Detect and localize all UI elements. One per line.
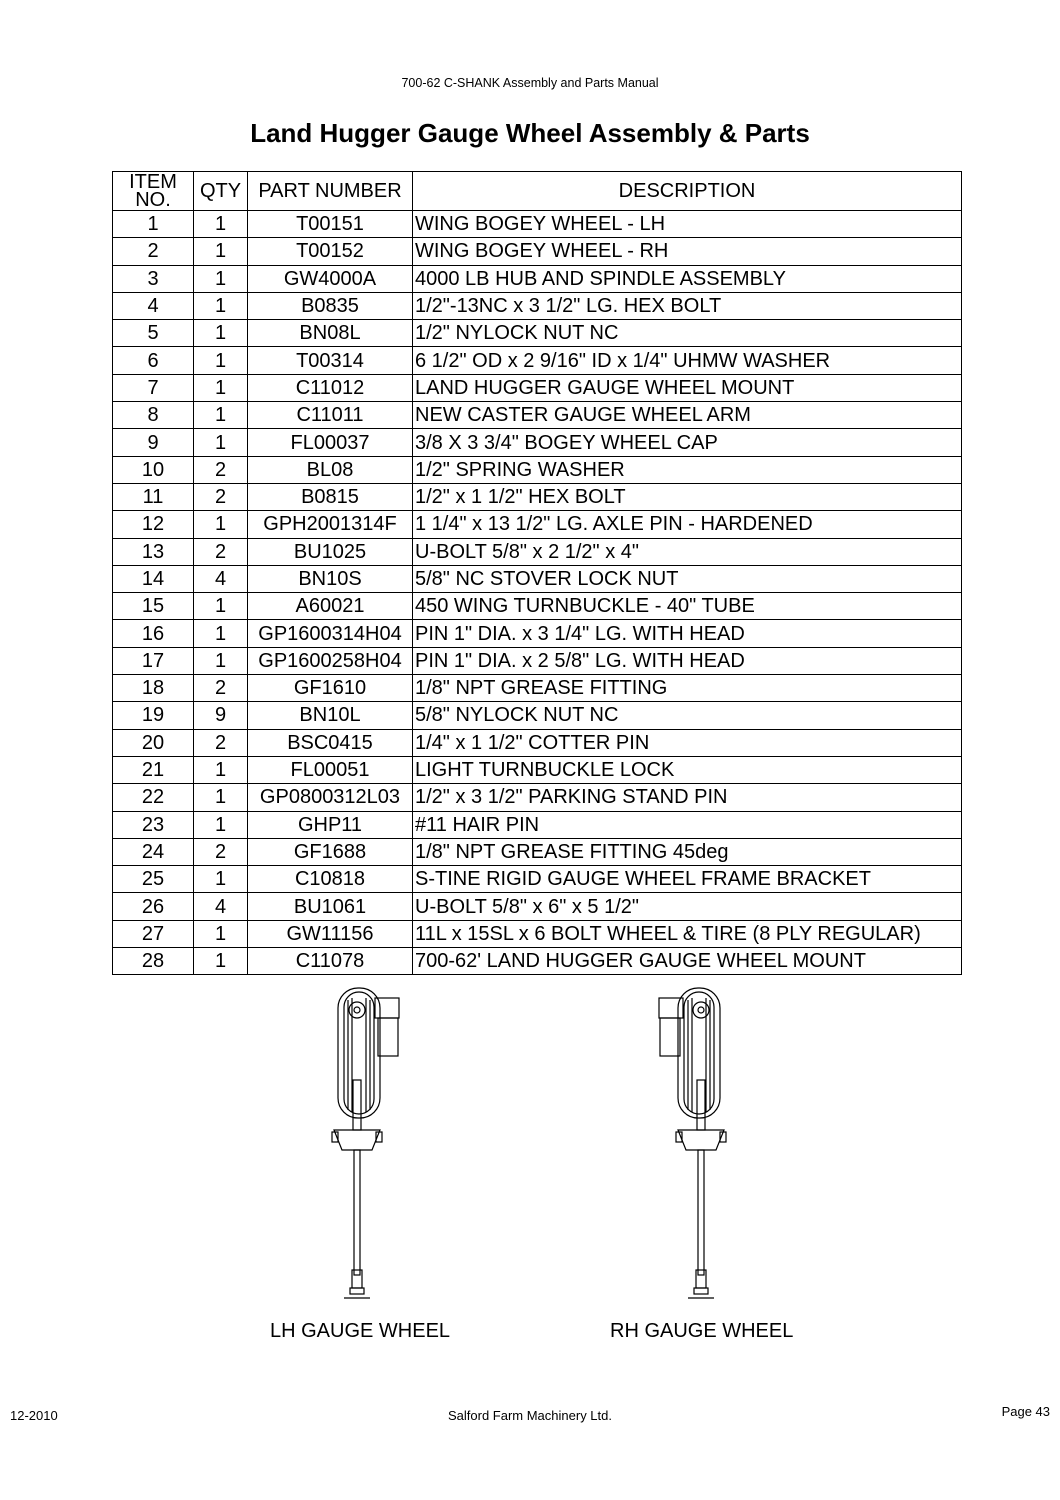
cell-description: U-BOLT 5/8" x 2 1/2" x 4" xyxy=(413,538,962,565)
cell-qty: 1 xyxy=(194,292,248,319)
cell-qty: 1 xyxy=(194,402,248,429)
rh-caption: RH GAUGE WHEEL xyxy=(610,1320,794,1342)
cell-item: 26 xyxy=(113,893,194,920)
cell-part-number: GP1600314H04 xyxy=(248,620,413,647)
cell-qty: 1 xyxy=(194,347,248,374)
cell-description: LAND HUGGER GAUGE WHEEL MOUNT xyxy=(413,374,962,401)
cell-item: 2 xyxy=(113,238,194,265)
cell-item: 24 xyxy=(113,838,194,865)
table-row xyxy=(113,238,962,265)
cell-part-number: FL00051 xyxy=(248,756,413,783)
cell-description: 1/8" NPT GREASE FITTING xyxy=(413,675,962,702)
table-row xyxy=(113,647,962,674)
cell-qty: 1 xyxy=(194,620,248,647)
table-row xyxy=(113,320,962,347)
table-header-row xyxy=(113,172,962,211)
cell-qty: 4 xyxy=(194,893,248,920)
table-row xyxy=(113,511,962,538)
table-row xyxy=(113,402,962,429)
cell-item: 5 xyxy=(113,320,194,347)
cell-part-number: C11078 xyxy=(248,948,413,975)
cell-part-number: BU1061 xyxy=(248,893,413,920)
cell-part-number: T00151 xyxy=(248,211,413,238)
table-row xyxy=(113,429,962,456)
cell-description: 5/8" NC STOVER LOCK NUT xyxy=(413,565,962,592)
cell-part-number: BN10L xyxy=(248,702,413,729)
cell-qty: 1 xyxy=(194,647,248,674)
lh-caption: LH GAUGE WHEEL xyxy=(270,1320,451,1342)
cell-item: 12 xyxy=(113,511,194,538)
cell-qty: 9 xyxy=(194,702,248,729)
cell-item: 20 xyxy=(113,729,194,756)
table-row xyxy=(113,811,962,838)
cell-description: U-BOLT 5/8" x 6" x 5 1/2" xyxy=(413,893,962,920)
cell-description: 6 1/2" OD x 2 9/16" ID x 1/4" UHMW WASHER xyxy=(413,347,962,374)
cell-description: 1/2" NYLOCK NUT NC xyxy=(413,320,962,347)
cell-description: WING BOGEY WHEEL - LH xyxy=(413,211,962,238)
cell-description: 450 WING TURNBUCKLE - 40" TUBE xyxy=(413,593,962,620)
cell-item: 25 xyxy=(113,866,194,893)
cell-part-number: GW4000A xyxy=(248,265,413,292)
cell-qty: 1 xyxy=(194,593,248,620)
cell-item: 4 xyxy=(113,292,194,319)
cell-part-number: A60021 xyxy=(248,593,413,620)
table-row xyxy=(113,866,962,893)
table-row xyxy=(113,211,962,238)
cell-item: 14 xyxy=(113,565,194,592)
cell-qty: 1 xyxy=(194,920,248,947)
cell-description: S-TINE RIGID GAUGE WHEEL FRAME BRACKET xyxy=(413,866,962,893)
cell-description: 1/4" x 1 1/2" COTTER PIN xyxy=(413,729,962,756)
cell-qty: 1 xyxy=(194,866,248,893)
cell-part-number: C10818 xyxy=(248,866,413,893)
cell-item: 3 xyxy=(113,265,194,292)
cell-item: 21 xyxy=(113,756,194,783)
table-row xyxy=(113,702,962,729)
cell-qty: 2 xyxy=(194,838,248,865)
cell-part-number: GW11156 xyxy=(248,920,413,947)
column-header-part-number: PART NUMBER xyxy=(248,172,413,211)
table-row xyxy=(113,456,962,483)
cell-description: 1/2" SPRING WASHER xyxy=(413,456,962,483)
cell-qty: 1 xyxy=(194,265,248,292)
table-row xyxy=(113,374,962,401)
cell-qty: 1 xyxy=(194,784,248,811)
cell-item: 15 xyxy=(113,593,194,620)
cell-part-number: GF1610 xyxy=(248,675,413,702)
cell-item: 8 xyxy=(113,402,194,429)
cell-description: 1/2"-13NC x 3 1/2" LG. HEX BOLT xyxy=(413,292,962,319)
cell-description: WING BOGEY WHEEL - RH xyxy=(413,238,962,265)
cell-qty: 1 xyxy=(194,948,248,975)
cell-part-number: T00152 xyxy=(248,238,413,265)
cell-part-number: C11011 xyxy=(248,402,413,429)
cell-item: 1 xyxy=(113,211,194,238)
cell-item: 17 xyxy=(113,647,194,674)
cell-item: 9 xyxy=(113,429,194,456)
manual-header: 700-62 C-SHANK Assembly and Parts Manual xyxy=(401,76,659,90)
cell-description: 4000 LB HUB AND SPINDLE ASSEMBLY xyxy=(413,265,962,292)
column-header-qty: QTY xyxy=(194,172,248,211)
cell-description: #11 HAIR PIN xyxy=(413,811,962,838)
table-row xyxy=(113,729,962,756)
cell-part-number: BU1025 xyxy=(248,538,413,565)
cell-item: 19 xyxy=(113,702,194,729)
table-row xyxy=(113,483,962,510)
cell-qty: 1 xyxy=(194,238,248,265)
cell-description: PIN 1" DIA. x 3 1/4" LG. WITH HEAD xyxy=(413,620,962,647)
cell-part-number: GP0800312L03 xyxy=(248,784,413,811)
cell-part-number: B0815 xyxy=(248,483,413,510)
cell-item: 7 xyxy=(113,374,194,401)
lh-gauge-wheel-drawing xyxy=(320,980,410,1310)
cell-description: 1 1/4" x 13 1/2" LG. AXLE PIN - HARDENED xyxy=(413,511,962,538)
cell-item: 11 xyxy=(113,483,194,510)
cell-item: 22 xyxy=(113,784,194,811)
table-row xyxy=(113,756,962,783)
table-row xyxy=(113,347,962,374)
table-row xyxy=(113,784,962,811)
cell-description: 5/8" NYLOCK NUT NC xyxy=(413,702,962,729)
cell-part-number: GF1688 xyxy=(248,838,413,865)
cell-description: 11L x 15SL x 6 BOLT WHEEL & TIRE (8 PLY REGULAR) xyxy=(413,920,962,947)
cell-qty: 1 xyxy=(194,429,248,456)
table-row xyxy=(113,838,962,865)
cell-qty: 1 xyxy=(194,811,248,838)
cell-qty: 2 xyxy=(194,538,248,565)
parts-table-body xyxy=(113,211,962,975)
cell-description: 1/2" x 3 1/2" PARKING STAND PIN xyxy=(413,784,962,811)
cell-qty: 1 xyxy=(194,756,248,783)
table-row xyxy=(113,620,962,647)
cell-item: 13 xyxy=(113,538,194,565)
parts-table xyxy=(112,171,962,975)
table-row xyxy=(113,538,962,565)
cell-part-number: BL08 xyxy=(248,456,413,483)
cell-description: 3/8 X 3 3/4" BOGEY WHEEL CAP xyxy=(413,429,962,456)
cell-description: LIGHT TURNBUCKLE LOCK xyxy=(413,756,962,783)
footer-date: 12-2010 xyxy=(10,1408,58,1423)
cell-description: 1/2" x 1 1/2" HEX BOLT xyxy=(413,483,962,510)
cell-part-number: GP1600258H04 xyxy=(248,647,413,674)
cell-description: 1/8" NPT GREASE FITTING 45deg xyxy=(413,838,962,865)
cell-part-number: T00314 xyxy=(248,347,413,374)
cell-qty: 2 xyxy=(194,456,248,483)
table-row xyxy=(113,893,962,920)
cell-qty: 1 xyxy=(194,511,248,538)
cell-item: 27 xyxy=(113,920,194,947)
cell-qty: 2 xyxy=(194,483,248,510)
footer-page-number: Page 43 xyxy=(1001,1404,1050,1419)
cell-qty: 4 xyxy=(194,565,248,592)
cell-qty: 2 xyxy=(194,729,248,756)
cell-part-number: C11012 xyxy=(248,374,413,401)
table-row xyxy=(113,593,962,620)
cell-item: 28 xyxy=(113,948,194,975)
table-row xyxy=(113,265,962,292)
cell-qty: 1 xyxy=(194,374,248,401)
cell-item: 18 xyxy=(113,675,194,702)
cell-part-number: FL00037 xyxy=(248,429,413,456)
page-title: Land Hugger Gauge Wheel Assembly & Parts xyxy=(250,118,810,148)
cell-description: PIN 1" DIA. x 2 5/8" LG. WITH HEAD xyxy=(413,647,962,674)
table-row xyxy=(113,292,962,319)
cell-part-number: B0835 xyxy=(248,292,413,319)
table-row xyxy=(113,948,962,975)
cell-item: 6 xyxy=(113,347,194,374)
cell-part-number: GPH2001314F xyxy=(248,511,413,538)
cell-part-number: BN10S xyxy=(248,565,413,592)
cell-item: 16 xyxy=(113,620,194,647)
cell-item: 23 xyxy=(113,811,194,838)
cell-part-number: BSC0415 xyxy=(248,729,413,756)
cell-item: 10 xyxy=(113,456,194,483)
table-row xyxy=(113,675,962,702)
cell-qty: 2 xyxy=(194,675,248,702)
table-row xyxy=(113,565,962,592)
cell-part-number: GHP11 xyxy=(248,811,413,838)
column-header-item: ITEM NO. xyxy=(113,172,194,211)
table-row xyxy=(113,920,962,947)
rh-gauge-wheel-drawing xyxy=(648,980,738,1310)
cell-description: 700-62' LAND HUGGER GAUGE WHEEL MOUNT xyxy=(413,948,962,975)
cell-description: NEW CASTER GAUGE WHEEL ARM xyxy=(413,402,962,429)
cell-part-number: BN08L xyxy=(248,320,413,347)
cell-qty: 1 xyxy=(194,320,248,347)
cell-qty: 1 xyxy=(194,211,248,238)
column-header-description: DESCRIPTION xyxy=(413,172,962,211)
footer-company: Salford Farm Machinery Ltd. xyxy=(447,1408,612,1423)
